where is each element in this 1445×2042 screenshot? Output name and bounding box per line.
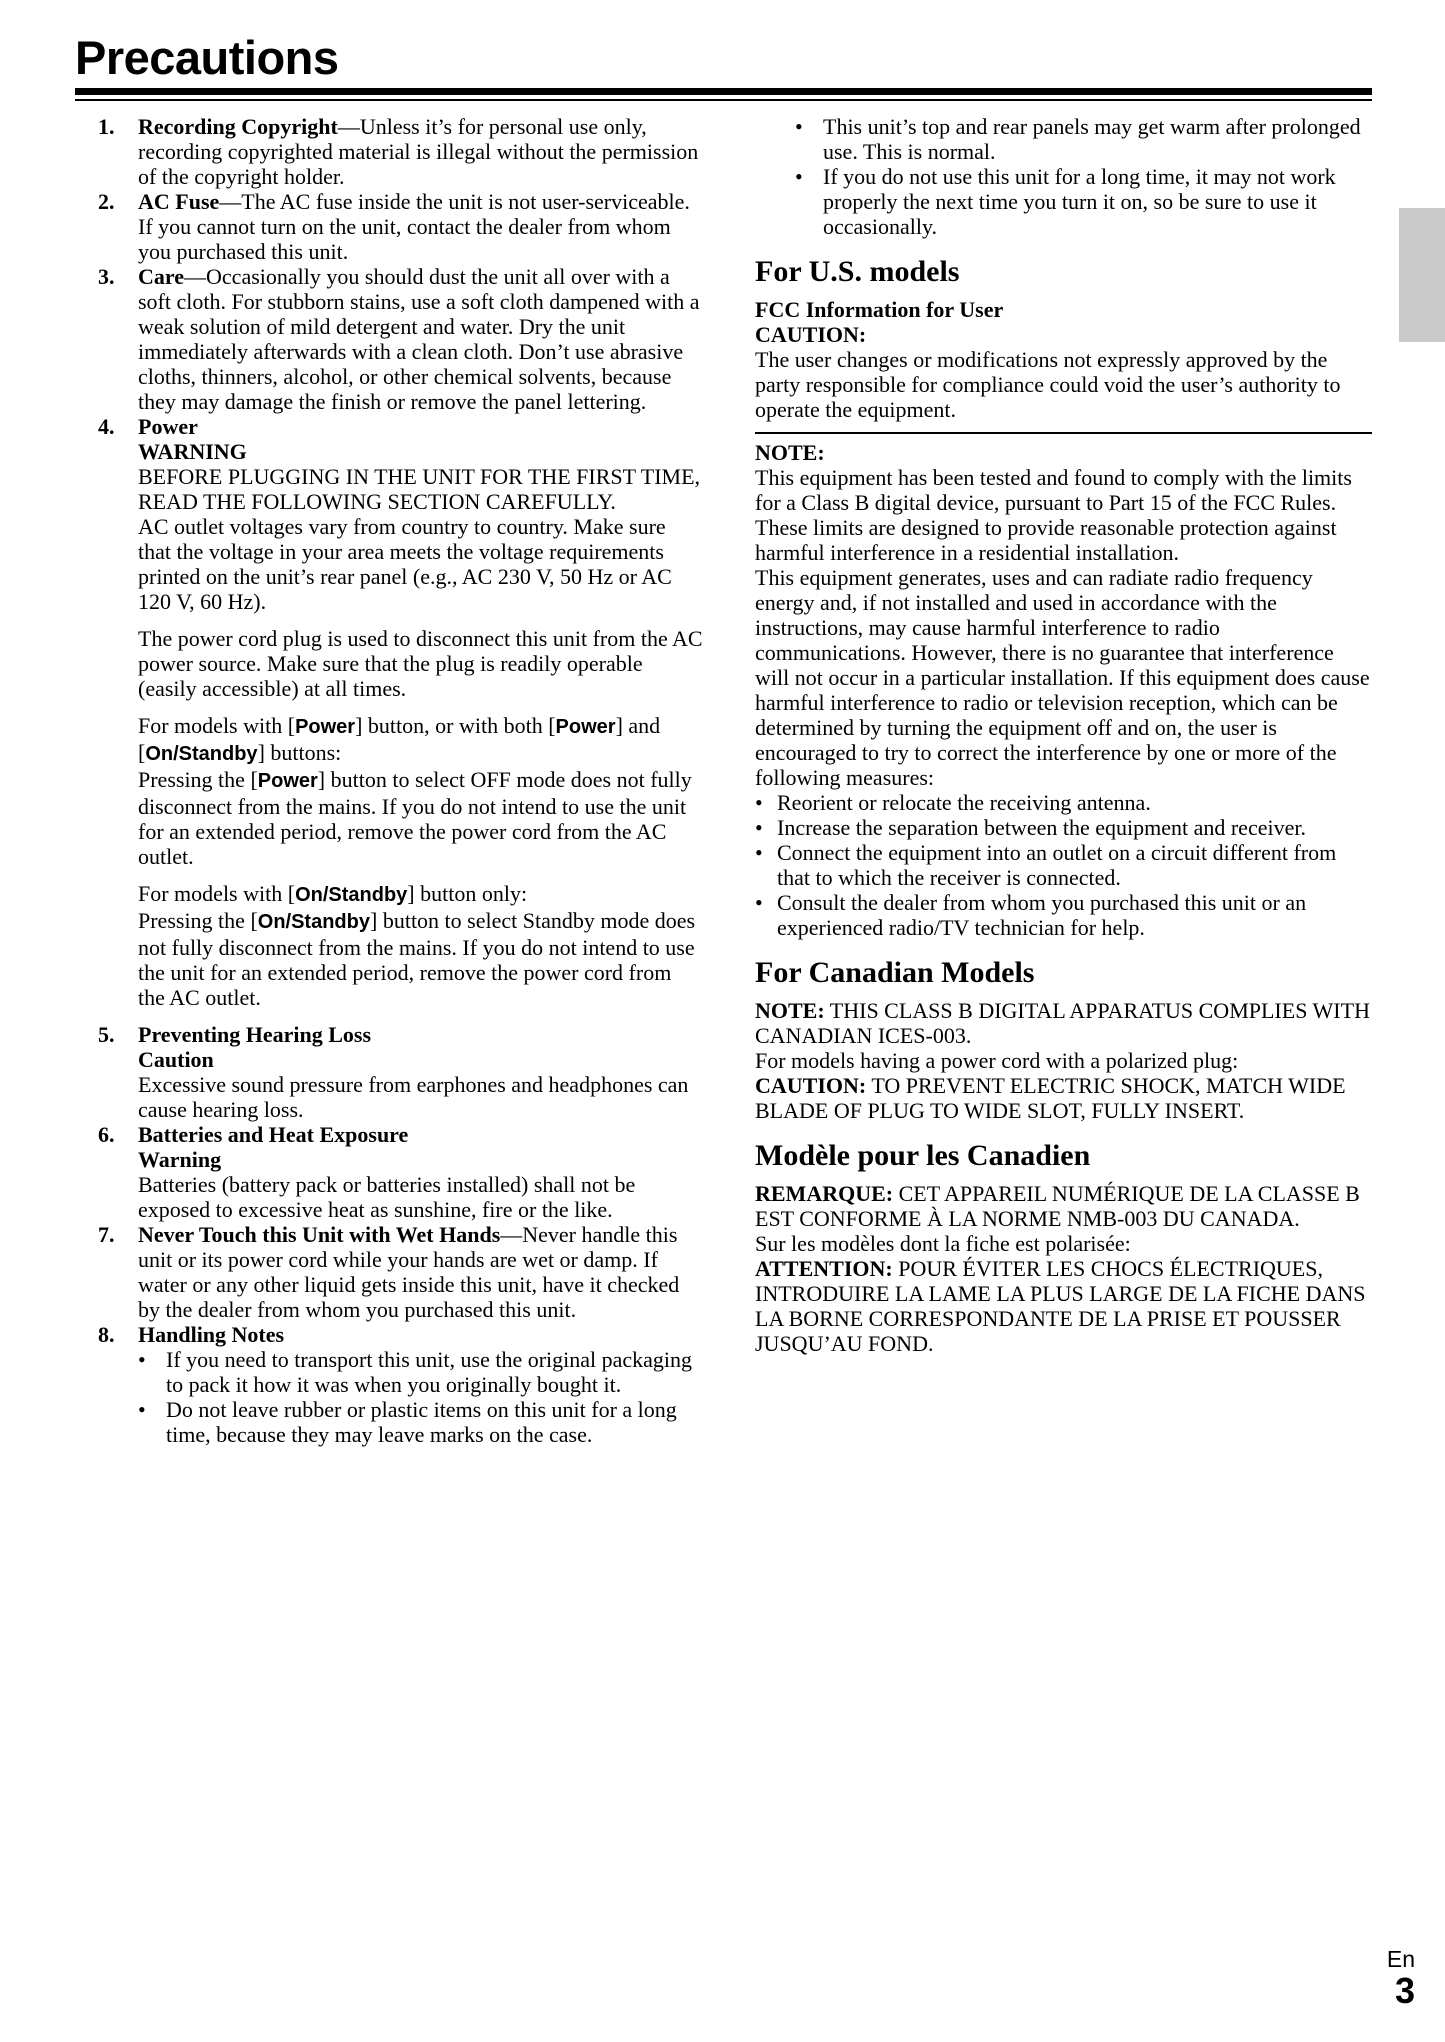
body-text: BEFORE PLUGGING IN THE UNIT FOR THE FIRST TIME, READ THE FOLLOWING SECTION CAREFULLY.: [138, 464, 701, 514]
spacer: [98, 701, 703, 713]
body-text: ] button only:: [407, 881, 528, 906]
numbered-item: [98, 1022, 703, 1047]
bullet-item: [755, 890, 1372, 940]
item-number: 4.: [98, 414, 115, 439]
bold-text: Never Touch this Unit with Wet Hands: [138, 1222, 501, 1247]
bullet-marker: •: [138, 1397, 146, 1422]
paragraph: [138, 464, 703, 514]
bold-text: Preventing Hearing Loss: [138, 1022, 372, 1047]
spacer: [98, 1010, 703, 1022]
bullet-body: [777, 815, 1306, 840]
body-text: If you need to transport this unit, use the original packaging to pack it how it was when you originally bought it.: [166, 1347, 693, 1397]
paragraph: [755, 565, 1372, 790]
left-column: [98, 114, 703, 1447]
button-name-text: On/Standby: [145, 743, 258, 765]
bold-text: Caution: [138, 1047, 214, 1072]
item-number: 1.: [98, 114, 115, 139]
body-text: Connect the equipment into an outlet on a circuit different from that to which the receiver is connected.: [777, 840, 1337, 890]
body-text: For models with [: [138, 881, 296, 906]
bold-text: Warning: [138, 1147, 222, 1172]
paragraph: [755, 465, 1372, 565]
item-number: 5.: [98, 1022, 115, 1047]
item-body: [138, 189, 703, 264]
page-footer: [1387, 1946, 1415, 2010]
paragraph: [138, 881, 703, 908]
bullet-marker: •: [795, 114, 803, 139]
body-text: AC outlet voltages vary from country to country. Make sure that the voltage in your area meets the voltage requirements printed on the unit’s rear panel (e.g., AC 230 V, 50 Hz or AC 120 V, 60 Hz).: [138, 514, 672, 614]
bullet-item: [795, 114, 1372, 164]
edge-tab-marker: [1399, 208, 1445, 342]
paragraph: [755, 1073, 1372, 1123]
item-number: 2.: [98, 189, 115, 214]
body-text: ] button to select OFF mode does not fully disconnect from the mains. If you do not intend to use the unit for an extended period, remove the power cord from the AC outlet.: [138, 767, 692, 869]
item-body: [138, 1122, 703, 1147]
body-text: THIS CLASS B DIGITAL APPARATUS COMPLIES WITH CANADIAN ICES-003.: [755, 998, 1370, 1048]
title-divider: [75, 88, 1372, 101]
button-name-text: Power: [257, 770, 318, 792]
paragraph: [138, 514, 703, 614]
paragraph: [138, 626, 703, 701]
paragraph: [755, 1256, 1372, 1356]
item-body: [138, 114, 703, 189]
paragraph: [755, 440, 1372, 465]
paragraph: [755, 1048, 1372, 1073]
body-text: —Never handle this unit or its power cord while your hands are wet or damp. If water or any other liquid gets inside this unit, have it checked by the dealer from whom you purchased this unit.: [138, 1222, 680, 1322]
paragraph: [755, 998, 1372, 1048]
page-number: 3: [1394, 1970, 1415, 2011]
numbered-item: [98, 114, 703, 189]
divider: [755, 432, 1372, 434]
body-text: TO PREVENT ELECTRIC SHOCK, MATCH WIDE BLADE OF PLUG TO WIDE SLOT, FULLY INSERT.: [755, 1073, 1346, 1123]
paragraph: [755, 347, 1372, 422]
body-text: —Unless it’s for personal use only, recording copyrighted material is illegal without the permission of the copyright holder.: [138, 114, 699, 189]
paragraph: [138, 1172, 703, 1222]
bullet-marker: •: [138, 1347, 146, 1372]
bullet-marker: •: [755, 790, 763, 815]
item-body: [138, 1222, 703, 1322]
item-number: 3.: [98, 264, 115, 289]
numbered-item: [98, 414, 703, 439]
item-number: 6.: [98, 1122, 115, 1147]
body-text: This equipment has been tested and found to comply with the limits for a Class B digital device, pursuant to Part 15 of the FCC Rules. These limits are designed to provide reasonable protection against harmful interference in a residential installation.: [755, 465, 1352, 565]
bold-text: Recording Copyright: [138, 114, 338, 139]
bullet-marker: •: [755, 815, 763, 840]
body-text: Excessive sound pressure from earphones and headphones can cause hearing loss.: [138, 1072, 689, 1122]
body-text: Pressing the [: [138, 908, 258, 933]
spacer: [98, 614, 703, 626]
numbered-item: [98, 1122, 703, 1147]
body-text: Batteries (battery pack or batteries installed) shall not be exposed to excessive heat as sunshine, fire or the like.: [138, 1172, 636, 1222]
body-text: For models with [: [138, 713, 296, 738]
bullet-body: [777, 790, 1151, 815]
bullet-body: [823, 164, 1372, 239]
body-text: —The AC fuse inside the unit is not user-serviceable. If you cannot turn on the unit, contact the dealer from whom you purchased this unit.: [138, 189, 690, 264]
page-title: Precautions: [75, 31, 339, 84]
body-text: Pressing the [: [138, 767, 258, 792]
button-name-text: Power: [295, 716, 356, 738]
paragraph: [138, 713, 703, 767]
bullet-item: [755, 840, 1372, 890]
body-text: ] button, or with both [: [355, 713, 556, 738]
bullet-body: [777, 890, 1372, 940]
right-column: [755, 114, 1372, 1356]
body-text: Consult the dealer from whom you purchased this unit or an experienced radio/TV technician for help.: [777, 890, 1307, 940]
body-text: Sur les modèles dont la fiche est polarisée:: [755, 1231, 1131, 1256]
bullet-marker: •: [795, 164, 803, 189]
body-text: Increase the separation between the equipment and receiver.: [777, 815, 1306, 840]
bold-text: NOTE:: [755, 998, 825, 1023]
bold-text: CAUTION:: [755, 322, 867, 347]
bullet-body: [166, 1347, 703, 1397]
paragraph: [755, 322, 1372, 347]
bold-text: AC Fuse: [138, 189, 220, 214]
bullet-item: [795, 164, 1372, 239]
bullet-marker: •: [755, 890, 763, 915]
body-text: ] buttons:: [257, 740, 342, 765]
paragraph: [138, 908, 703, 1010]
numbered-item: [98, 189, 703, 264]
language-label: En: [1386, 1946, 1415, 1972]
body-text: CET APPAREIL NUMÉRIQUE DE LA CLASSE B EST CONFORME À LA NORME NMB-003 DU CANADA.: [755, 1181, 1360, 1231]
item-body: [138, 264, 703, 414]
body-text: If you do not use this unit for a long time, it may not work properly the next time you turn it on, so be sure to use it occasionally.: [823, 164, 1336, 239]
bullet-item: [755, 790, 1372, 815]
bold-text: CAUTION:: [755, 1073, 867, 1098]
item-body: [138, 414, 703, 439]
body-text: POUR ÉVITER LES CHOCS ÉLECTRIQUES, INTRODUIRE LA LAME LA PLUS LARGE DE LA FICHE DANS LA BORNE CORRESPONDANTE DE LA PRISE ET POUSSER JUSQU’AU FOND.: [755, 1256, 1366, 1356]
bold-text: Care: [138, 264, 185, 289]
section-heading: For U.S. models: [755, 255, 960, 288]
bold-text: Batteries and Heat Exposure: [138, 1122, 409, 1147]
numbered-item: [98, 264, 703, 414]
bold-text: Handling Notes: [138, 1322, 285, 1347]
bullet-body: [166, 1397, 703, 1447]
bullet-item: [138, 1397, 703, 1447]
paragraph: [138, 1147, 703, 1172]
bullet-body: [823, 114, 1372, 164]
body-text: —Occasionally you should dust the unit all over with a soft cloth. For stubborn stains, use a soft cloth dampened with a weak solution of mild detergent and water. Dry the unit immediately afterwards with a clean cloth. Don’t use abrasive cloths, thinners, alcohol, or other chemical solvents, because they may damage the finish or remove the panel lettering.: [138, 264, 700, 414]
bullet-item: [138, 1347, 703, 1397]
bullet-body: [777, 840, 1372, 890]
bold-text: Power: [138, 414, 198, 439]
bold-text: WARNING: [138, 439, 247, 464]
sub-heading: FCC Information for User: [755, 297, 1004, 322]
item-body: [138, 1022, 703, 1047]
item-number: 8.: [98, 1322, 115, 1347]
bullet-marker: •: [755, 840, 763, 865]
body-text: The user changes or modifications not expressly approved by the party responsible for compliance could void the user’s authority to operate the equipment.: [755, 347, 1341, 422]
body-text: Do not leave rubber or plastic items on this unit for a long time, because they may leave marks on the case.: [166, 1397, 677, 1447]
paragraph: [138, 767, 703, 869]
body-text: The power cord plug is used to disconnect this unit from the AC power source. Make sure that the plug is readily operable (easily accessible) at all times.: [138, 626, 703, 701]
bold-text: ATTENTION:: [755, 1256, 893, 1281]
paragraph: [755, 1181, 1372, 1231]
bold-text: REMARQUE:: [755, 1181, 894, 1206]
body-text: This equipment generates, uses and can radiate radio frequency energy and, if not installed and used in accordance with the instructions, may cause harmful interference to radio communications. However, there is no guarantee that interference will not occur in a particular installation. If this equipment does cause harmful interference to radio or television reception, which can be determined by turning the equipment off and on, the user is encouraged to try to correct the interference by one or more of the following measures:: [755, 565, 1370, 790]
paragraph: [138, 1047, 703, 1072]
paragraph: [138, 439, 703, 464]
spacer: [98, 869, 703, 881]
bullet-item: [755, 815, 1372, 840]
body-text: This unit’s top and rear panels may get warm after prolonged use. This is normal.: [823, 114, 1361, 164]
body-text: ] and [: [138, 713, 661, 765]
button-name-text: On/Standby: [257, 911, 370, 933]
numbered-item: [98, 1222, 703, 1322]
body-text: Reorient or relocate the receiving antenna.: [777, 790, 1151, 815]
paragraph: [138, 1072, 703, 1122]
numbered-item: [98, 1322, 703, 1347]
bold-text: NOTE:: [755, 440, 825, 465]
button-name-text: Power: [555, 716, 616, 738]
body-text: For models having a power cord with a polarized plug:: [755, 1048, 1239, 1073]
item-body: [138, 1322, 703, 1347]
body-text: ] button to select Standby mode does not fully disconnect from the mains. If you do not intend to use the unit for an extended period, remove the power cord from the AC outlet.: [138, 908, 696, 1010]
section-heading: For Canadian Models: [755, 956, 1035, 989]
paragraph: [755, 1231, 1372, 1256]
item-number: 7.: [98, 1222, 115, 1247]
button-name-text: On/Standby: [295, 884, 408, 906]
section-heading: Modèle pour les Canadien: [755, 1139, 1091, 1172]
